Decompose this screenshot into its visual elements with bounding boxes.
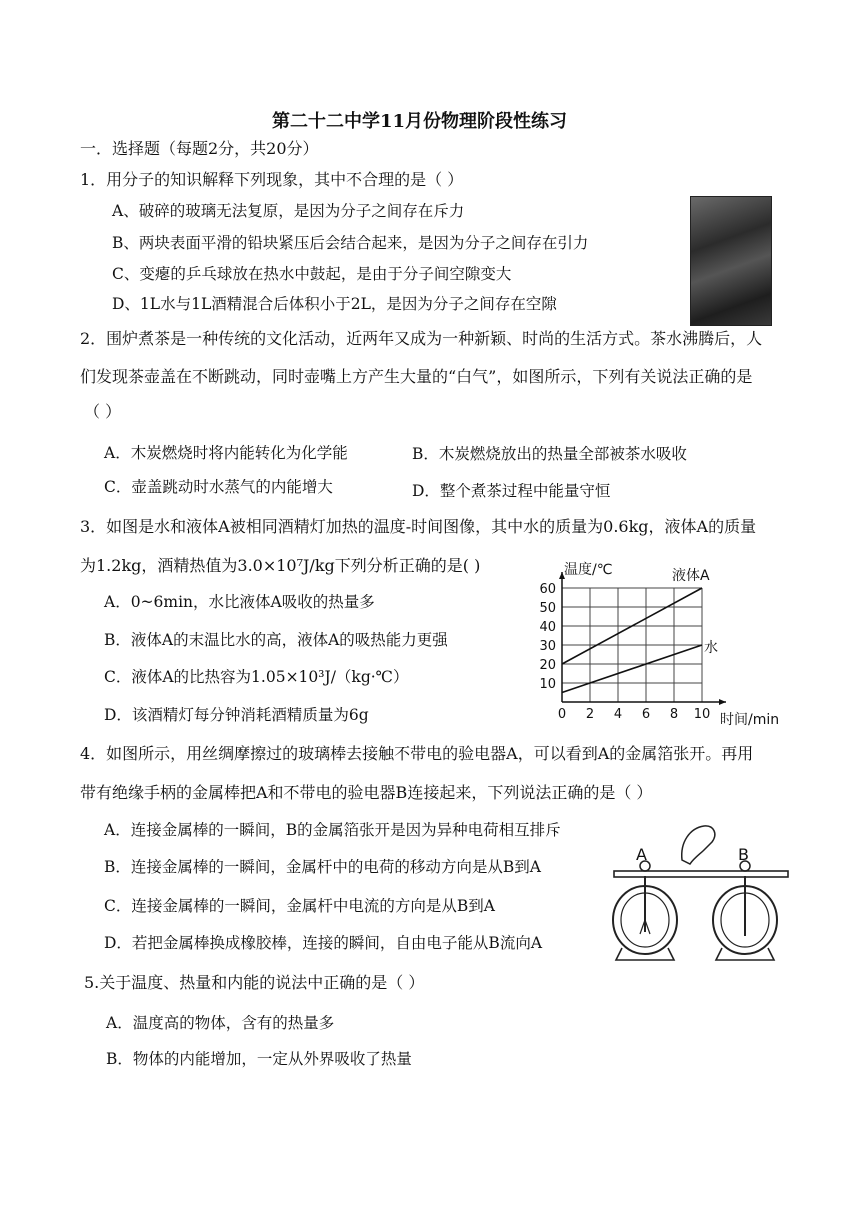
q2-option-b: B．木炭燃烧放出的热量全部被茶水吸收: [412, 445, 687, 463]
electroscope-a: [613, 861, 677, 960]
y-tick-label: 10: [539, 677, 556, 692]
electroscope-b-label: B: [738, 845, 749, 864]
chart-lines: [562, 588, 702, 693]
x-tick-label: 2: [585, 707, 595, 722]
chart-ticks: [539, 582, 710, 722]
tea-boiling-photo: [690, 196, 772, 326]
x-axis-arrow: [719, 699, 726, 705]
q2-stem-line3: （ ）: [84, 402, 122, 421]
q3-stem-line2: 为1.2kg，酒精热值为3.0×10⁷J/kg下列分析正确的是( ): [80, 556, 481, 575]
metal-rod: [614, 871, 788, 877]
x-tick-label: 6: [641, 707, 651, 722]
electroscope-a-label: A: [636, 845, 647, 864]
q2-stem-line1: 2．围炉煮茶是一种传统的文化活动，近两年又成为一种新颖、时尚的生活方式。茶水沸腾后，人: [80, 329, 763, 348]
q4-option-d: D．若把金属棒换成橡胶棒，连接的瞬间，自由电子能从B流向A: [104, 934, 543, 952]
q3-option-d: D．该酒精灯每分钟消耗酒精质量为6g: [104, 706, 369, 724]
q5-option-b: B．物体的内能增加，一定从外界吸收了热量: [106, 1050, 412, 1068]
q1-option-d: D、1L水与1L酒精混合后体积小于2L，是因为分子之间存在空隙: [112, 295, 557, 313]
q5-stem: 5.关于温度、热量和内能的说法中正确的是（ ）: [84, 973, 425, 992]
chart-y-axis-label: 温度/℃: [564, 562, 613, 578]
y-tick-label: 40: [539, 620, 556, 635]
q1-option-b: B、两块表面平滑的铅块紧压后会结合起来，是因为分子之间存在引力: [112, 234, 589, 252]
q2-option-a: A．木炭燃烧时将内能转化为化学能: [104, 444, 348, 462]
q4-stem-line2: 带有绝缘手柄的金属棒把A和不带电的验电器B连接起来，下列说法正确的是（ ）: [80, 783, 653, 802]
temperature-time-chart: [520, 552, 810, 732]
electroscope-b: [713, 861, 777, 960]
series-label-water: 水: [704, 640, 718, 656]
q4-stem-line1: 4．如图所示，用丝绸摩擦过的玻璃棒去接触不带电的验电器A，可以看到A的金属箔张开。再用: [80, 744, 754, 763]
q2-option-d: D．整个煮茶过程中能量守恒: [412, 482, 611, 500]
electroscope-figure: [600, 820, 800, 965]
q2-option-c: C．壶盖跳动时水蒸气的内能增大: [104, 478, 333, 496]
chart-x-axis-label: 时间/min: [720, 712, 780, 728]
page-title: 第二十二中学11月份物理阶段性练习: [272, 111, 568, 132]
q3-stem-line1: 3．如图是水和液体A被相同酒精灯加热的温度-时间图像，其中水的质量为0.6kg，液体A的质量: [80, 517, 757, 536]
q3-option-a: A．0~6min，水比液体A吸收的热量多: [104, 593, 375, 611]
y-tick-label: 50: [539, 601, 556, 616]
q3-option-c: C．液体A的比热容为1.05×10³J/（kg·℃）: [104, 668, 409, 686]
series-label-liquid-a: 液体A: [672, 568, 710, 584]
q5-option-a: A．温度高的物体，含有的热量多: [106, 1014, 335, 1032]
q1-option-c: C、变瘪的乒乓球放在热水中鼓起，是由于分子间空隙变大: [112, 265, 512, 283]
q4-option-a: A．连接金属棒的一瞬间，B的金属箔张开是因为异种电荷相互排斥: [104, 821, 561, 839]
q4-option-b: B．连接金属棒的一瞬间，金属杆中的电荷的移动方向是从B到A: [104, 858, 541, 876]
x-tick-label: 8: [669, 707, 679, 722]
q3-option-b: B．液体A的末温比水的高，液体A的吸热能力更强: [104, 631, 448, 649]
x-tick-label: 10: [693, 707, 711, 722]
x-tick-label: 4: [613, 707, 623, 722]
q1-option-a: A、破碎的玻璃无法复原，是因为分子之间存在斥力: [112, 202, 465, 220]
q1-stem: 1．用分子的知识解释下列现象，其中不合理的是（ ）: [80, 170, 464, 189]
section-heading: 一．选择题（每题2分，共20分）: [80, 139, 319, 158]
q2-stem-line2: 们发现茶壶盖在不断跳动，同时壶嘴上方产生大量的“白气”，如图所示，下列有关说法正确的是: [80, 367, 753, 386]
y-tick-label: 60: [539, 582, 556, 597]
hand-icon: [682, 826, 715, 864]
x-tick-label: 0: [557, 707, 567, 722]
y-tick-label: 20: [539, 658, 556, 673]
q4-option-c: C．连接金属棒的一瞬间，金属杆中电流的方向是从B到A: [104, 897, 495, 915]
y-tick-label: 30: [539, 639, 556, 654]
